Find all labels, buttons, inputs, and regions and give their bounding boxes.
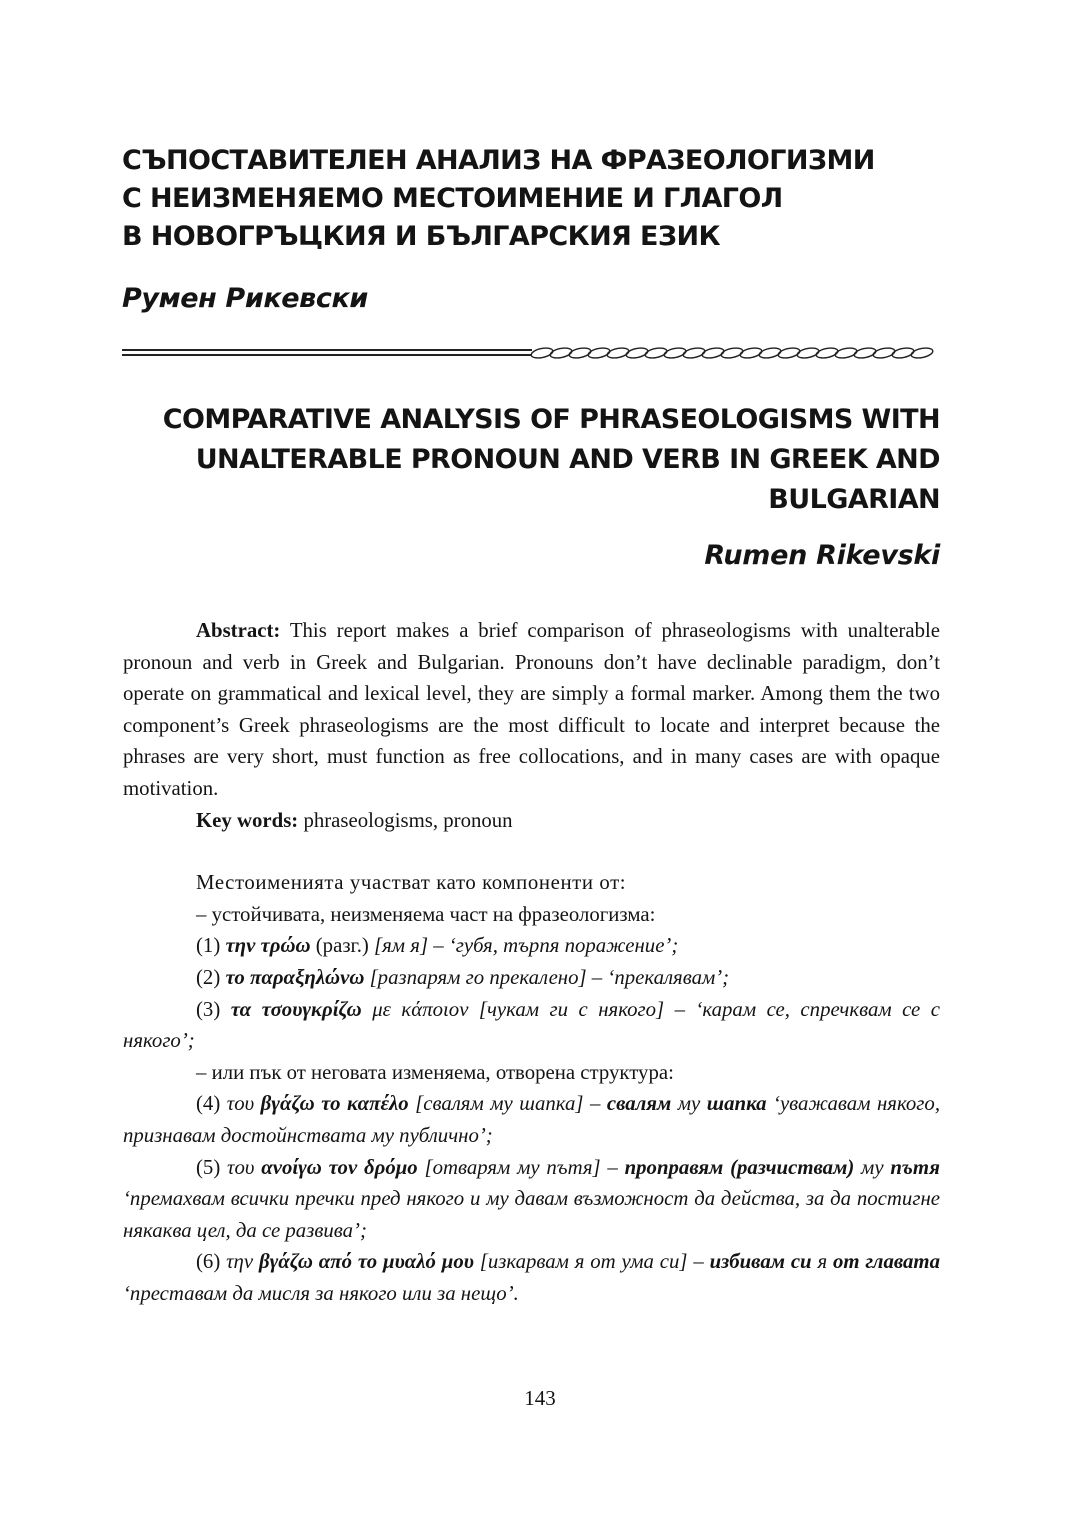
keywords bbox=[123, 805, 940, 837]
bulgarian-title-line: В НОВОГРЪЦКИЯ И БЪЛГАРСКИЯ ЕЗИК bbox=[122, 221, 720, 252]
greek-phrase: βγάζω το καπέλο bbox=[260, 1092, 409, 1116]
example-number: (5) bbox=[196, 1155, 228, 1179]
usage-note: (разг.) bbox=[310, 934, 375, 958]
bulgarian-pronoun: я bbox=[811, 1250, 833, 1274]
bulgarian-equivalent: от главата bbox=[832, 1250, 940, 1274]
example-4 bbox=[123, 1088, 940, 1151]
meaning: ‘премахвам всички пречки пред някого и му давам възможност да действа, за да постигне някаква цел, да се развива’; bbox=[123, 1187, 940, 1242]
gloss: [разпарям го прекалено] – ‘прекалявам’; bbox=[364, 965, 730, 989]
bulgarian-pronoun: му bbox=[854, 1155, 891, 1179]
fixed-part-heading: – устойчивата, неизменяема част на фразеологизма: bbox=[196, 902, 656, 926]
example-number: (2) bbox=[196, 965, 226, 989]
greek-phrase-rest: με κάποιον bbox=[361, 997, 469, 1021]
bulgarian-equivalent: свалям bbox=[606, 1092, 672, 1116]
greek-pronoun: την bbox=[226, 1250, 259, 1274]
english-title-line: BULGARIAN bbox=[768, 484, 940, 515]
page-number: 143 bbox=[524, 1386, 556, 1410]
example-number: (1) bbox=[196, 934, 226, 958]
intro-sentence: Местоименията участват като компоненти от: bbox=[196, 871, 627, 895]
example-6 bbox=[123, 1246, 940, 1309]
paragraph-gap bbox=[123, 836, 940, 867]
gloss: [ям я] – ‘губя, търпя поражение’; bbox=[374, 934, 679, 958]
english-author: Rumen Rikevski bbox=[704, 540, 940, 571]
greek-phrase: το παραξηλώνω bbox=[225, 965, 365, 989]
greek-pronoun: του bbox=[226, 1092, 261, 1116]
abstract-text: This report makes a brief comparison of phraseologisms with unalterable pronoun and verb in Greek and Bulgarian. Pronouns don’t have declinable paradigm, don’t operate on grammatical and lexical level, they are simply a formal marker. Among them the two component’s Greek phraseologisms are the most difficult to locate and interpret because the phrases are very short, must function as free collocations, and in many cases are with opaque motivation. bbox=[123, 619, 940, 800]
abstract-label: Abstract: bbox=[196, 619, 281, 642]
bulgarian-title-line: С НЕИЗМЕНЯЕМО МЕСТОИМЕНИЕ И ГЛАГОЛ bbox=[122, 183, 783, 214]
gloss: [отварям му пътя] – bbox=[417, 1155, 625, 1179]
bulgarian-pronoun: му bbox=[671, 1092, 707, 1116]
bulgarian-title-line: СЪПОСТАВИТЕЛЕН АНАЛИЗ НА ФРАЗЕОЛОГИЗМИ bbox=[122, 145, 875, 176]
english-title bbox=[130, 400, 940, 520]
example-number: (3) bbox=[196, 997, 231, 1021]
abstract bbox=[123, 615, 940, 805]
bulgarian-equivalent: шапка bbox=[706, 1092, 767, 1116]
greek-pronoun: του bbox=[227, 1155, 262, 1179]
example-1 bbox=[123, 930, 940, 962]
keywords-label: Key words: bbox=[196, 808, 299, 832]
gloss: [чукам ги с някого] – ‘карам се, спречквам се с някого’; bbox=[123, 997, 940, 1053]
keywords-text: phraseologisms, pronoun bbox=[298, 808, 513, 832]
example-3 bbox=[123, 994, 940, 1057]
greek-phrase: βγάζω από το μυαλό μου bbox=[258, 1250, 474, 1274]
english-title-line: COMPARATIVE ANALYSIS OF PHRASEOLOGISMS WITH bbox=[162, 404, 940, 435]
english-title-line: UNALTERABLE PRONOUN AND VERB IN GREEK AND bbox=[195, 444, 940, 475]
example-2 bbox=[123, 962, 940, 994]
gloss: [свалям му шапка] – bbox=[408, 1092, 607, 1116]
greek-phrase: τα τσουγκρίζω bbox=[230, 997, 362, 1021]
bulgarian-equivalent: проправям (разчиствам) bbox=[624, 1155, 855, 1179]
bulgarian-equivalent: пътя bbox=[890, 1155, 941, 1179]
greek-phrase: την τρώω bbox=[225, 934, 311, 958]
ornamental-divider bbox=[122, 343, 942, 363]
bulgarian-equivalent: избивам си bbox=[709, 1250, 812, 1274]
article-body bbox=[123, 615, 940, 1309]
bulgarian-title bbox=[122, 142, 962, 256]
bulgarian-author: Румен Рикевски bbox=[122, 283, 368, 314]
example-5 bbox=[123, 1152, 940, 1247]
meaning: ‘уважавам някого, признавам достойнствата му публично’; bbox=[123, 1092, 941, 1147]
open-part-heading: – или пък от неговата изменяема, отворена структура: bbox=[196, 1060, 674, 1084]
example-number: (6) bbox=[196, 1250, 227, 1274]
gloss: [изкарвам я от ума си] – bbox=[473, 1250, 710, 1274]
example-number: (4) bbox=[196, 1092, 227, 1116]
greek-phrase: ανοίγω τον δρόμο bbox=[261, 1155, 418, 1179]
meaning: ‘преставам да мисля за някого или за нещо’. bbox=[123, 1281, 519, 1305]
